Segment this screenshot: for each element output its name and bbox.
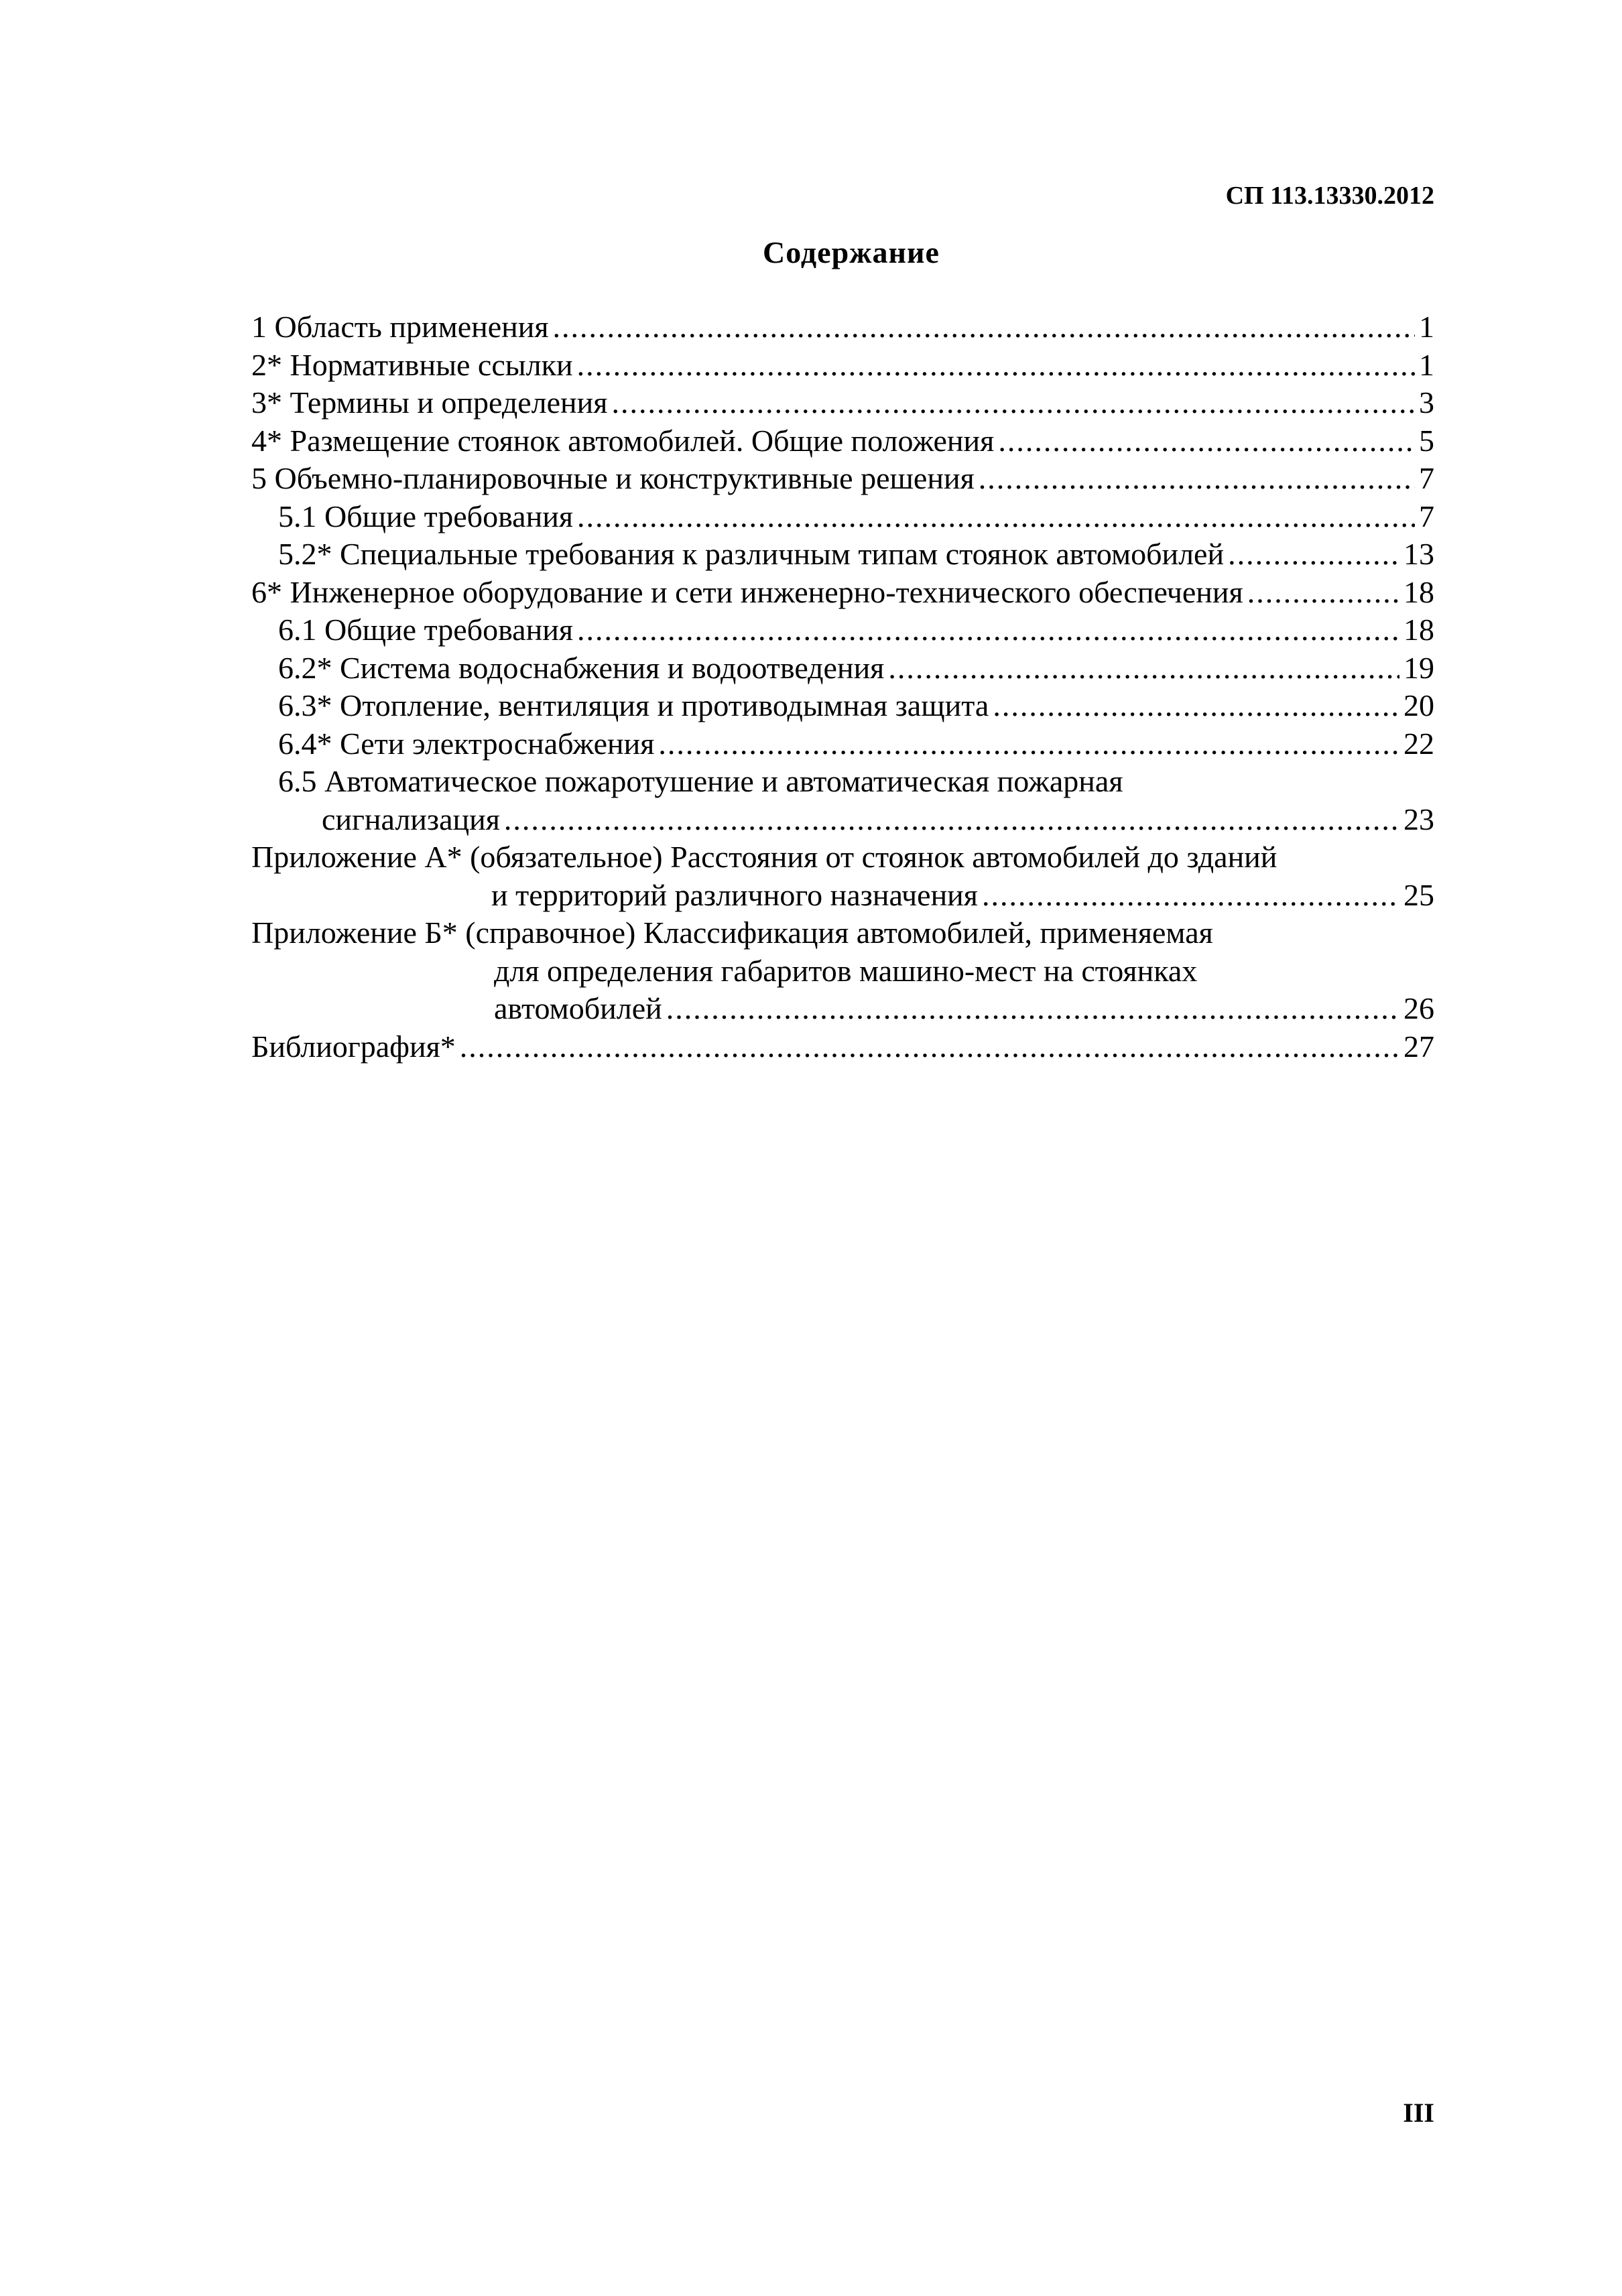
toc-item-1[interactable]	[251, 308, 1434, 346]
toc-item-5-1[interactable]	[251, 498, 1434, 536]
dot-leader	[658, 725, 1399, 763]
toc-item-bibliography[interactable]	[251, 1028, 1434, 1066]
toc-item-label: и территорий различного назначения	[491, 877, 978, 912]
dot-leader	[553, 308, 1415, 346]
toc-item-continuation	[251, 801, 1434, 839]
toc-item-page: 3	[1419, 385, 1434, 420]
toc-item-page: 20	[1403, 688, 1434, 722]
toc-item-3[interactable]	[251, 384, 1434, 422]
toc-item-page: 5	[1419, 423, 1434, 458]
toc-item-page: 25	[1403, 877, 1434, 912]
toc-item-page: 26	[1403, 991, 1434, 1025]
toc-item-page: 18	[1403, 613, 1434, 647]
dot-leader	[979, 460, 1415, 498]
dot-leader	[577, 611, 1399, 649]
dot-leader	[577, 346, 1415, 385]
toc-item-continuation	[251, 990, 1434, 1028]
dot-leader	[1247, 574, 1399, 612]
toc-item-6-5[interactable]	[251, 763, 1434, 838]
dot-leader	[998, 422, 1415, 460]
toc-item-6-1[interactable]	[251, 611, 1434, 649]
toc-item-label: 6.3* Отопление, вентиляция и противодымная защита	[278, 688, 989, 722]
toc-item-page: 1	[1419, 347, 1434, 382]
toc-item-6-4[interactable]	[251, 725, 1434, 763]
toc-item-6-2[interactable]	[251, 649, 1434, 688]
toc-item-label: 6.4* Сети электроснабжения	[278, 726, 655, 761]
toc-item-5-2[interactable]	[251, 535, 1434, 574]
toc-item-page: 18	[1403, 574, 1434, 609]
toc-item-label: 5 Объемно-планировочные и конструктивные решения	[251, 461, 975, 495]
toc-item-label: автомобилей	[494, 991, 662, 1025]
toc-item-page: 7	[1419, 461, 1434, 495]
toc-item-label: 3* Термины и определения	[251, 385, 608, 420]
toc-item-label: 5.2* Специальные требования к различным типам стоянок автомобилей	[278, 537, 1225, 571]
toc-item-label: 2* Нормативные ссылки	[251, 347, 573, 382]
document-code: СП 113.13330.2012	[1225, 182, 1434, 210]
dot-leader	[460, 1028, 1399, 1066]
dot-leader	[504, 801, 1399, 839]
toc-item-page: 19	[1403, 650, 1434, 685]
toc-item-page: 7	[1419, 499, 1434, 533]
page-number: III	[1403, 2098, 1434, 2128]
toc-item-5[interactable]	[251, 460, 1434, 498]
dot-leader	[888, 649, 1399, 688]
toc-item-page: 13	[1403, 537, 1434, 571]
dot-leader	[666, 990, 1399, 1028]
toc-item-page: 23	[1403, 802, 1434, 836]
toc-item-label: для определения габаритов машино-мест на стоянках	[494, 953, 1198, 988]
toc-item-label: 6* Инженерное оборудование и сети инженерно-технического обеспечения	[251, 574, 1243, 609]
toc-item-page: 22	[1403, 726, 1434, 761]
dot-leader	[1228, 535, 1399, 574]
dot-leader	[577, 498, 1415, 536]
toc-item-label: Приложение Б* (справочное) Классификация автомобилей, применяемая	[251, 915, 1213, 950]
toc-item-label: 6.5 Автоматическое пожаротушение и автоматическая пожарная	[278, 764, 1123, 798]
toc-item-label: Библиография*	[251, 1029, 456, 1064]
toc-item-2[interactable]	[251, 346, 1434, 385]
toc-item-label: Приложение А* (обязательное) Расстояния от стоянок автомобилей до зданий	[251, 840, 1277, 874]
dot-leader	[982, 877, 1399, 915]
toc-item-label: 5.1 Общие требования	[278, 499, 573, 533]
toc-item-continuation	[251, 877, 1434, 915]
toc-item-appendix-a[interactable]	[251, 838, 1434, 914]
toc-item-page: 27	[1403, 1029, 1434, 1064]
toc-item-label: 4* Размещение стоянок автомобилей. Общие положения	[251, 423, 995, 458]
toc-item-6-3[interactable]	[251, 687, 1434, 725]
toc-item-appendix-b[interactable]	[251, 914, 1434, 1028]
toc-item-page: 1	[1419, 310, 1434, 344]
toc-item-label: сигнализация	[322, 802, 500, 836]
dot-leader	[611, 384, 1415, 422]
toc-item-label: 6.2* Система водоснабжения и водоотведения	[278, 650, 885, 685]
toc-item-label: 6.1 Общие требования	[278, 613, 573, 647]
toc-item-4[interactable]	[251, 422, 1434, 460]
toc-item-label: 1 Область применения	[251, 310, 549, 344]
toc-item-6[interactable]	[251, 574, 1434, 612]
toc-title: Содержание	[763, 235, 940, 269]
table-of-contents	[251, 308, 1434, 1066]
dot-leader	[993, 687, 1399, 725]
